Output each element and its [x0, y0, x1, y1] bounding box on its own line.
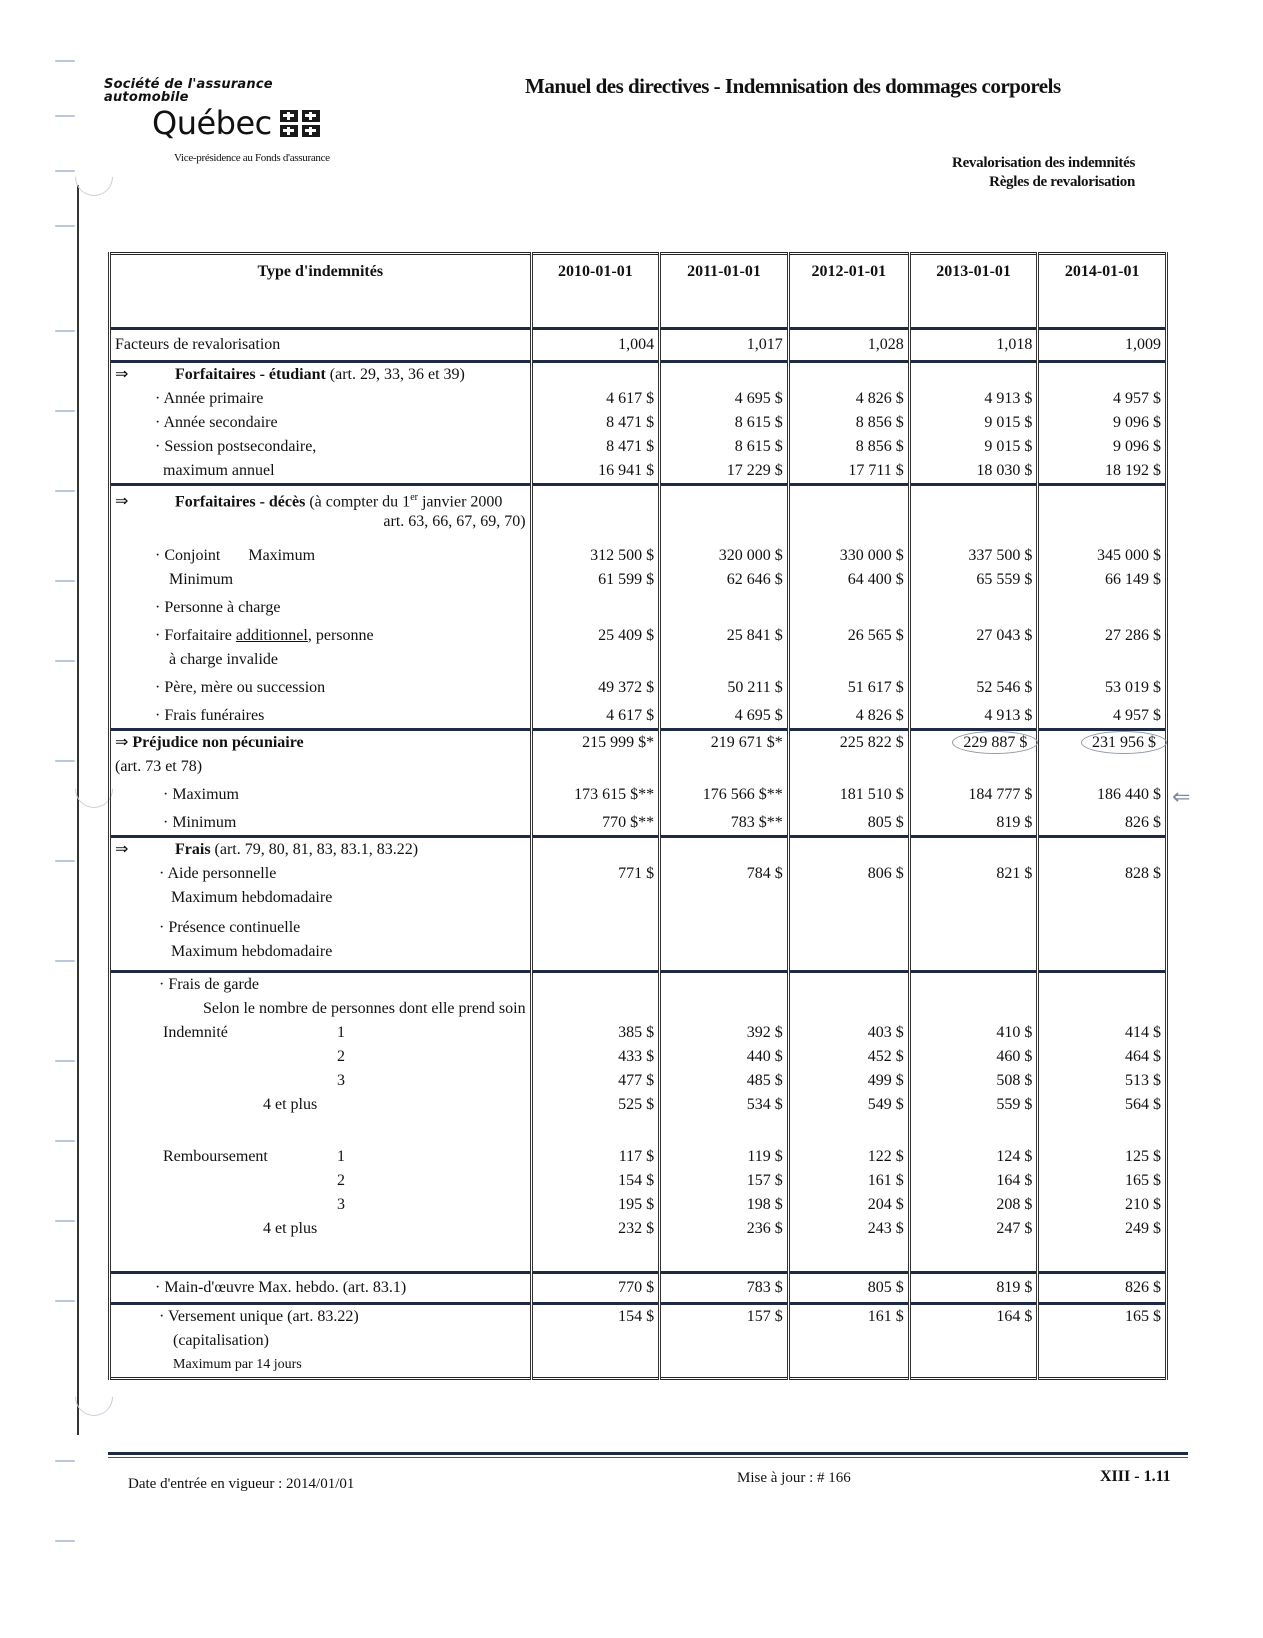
- count-label: 4 et plus: [263, 1220, 318, 1237]
- value: 8 615 $: [734, 438, 783, 455]
- value: 181 510 $: [839, 786, 904, 803]
- section-title: Préjudice non pécuniaire: [132, 734, 304, 751]
- value: 215 999 $*: [582, 734, 655, 751]
- binder-mark: [55, 225, 75, 227]
- binder-mark: [55, 410, 75, 412]
- document-title: Manuel des directives - Indemnisation des dommages corporels: [525, 74, 1061, 98]
- vice-presidency: Vice-présidence au Fonds d'assurance: [174, 152, 330, 164]
- value: 66 149 $: [1105, 571, 1161, 588]
- value: 165 $: [1125, 1172, 1161, 1189]
- row-labour: [110, 1273, 1167, 1304]
- value: 4 617 $: [606, 707, 655, 724]
- value: 414 $: [1125, 1024, 1161, 1041]
- childcare-values-2010: [531, 972, 660, 1273]
- value: 225 822 $: [839, 734, 904, 751]
- value: 53 019 $: [1105, 679, 1161, 696]
- label-underlined: additionnel: [235, 627, 308, 644]
- section-articles: (art. 79, 80, 81, 83, 83.1, 83.22): [214, 841, 419, 858]
- value: 320 000 $: [718, 547, 783, 564]
- value: 8 471 $: [606, 414, 655, 431]
- factor-value: 1,009: [1038, 329, 1167, 362]
- row-label: · Aide personnelle: [159, 865, 277, 882]
- fees-values-2013: [909, 837, 1038, 972]
- value: 826 $: [1038, 1273, 1167, 1304]
- binder-mark: [55, 60, 75, 62]
- count-label: 3: [337, 1196, 345, 1213]
- value: 534 $: [746, 1096, 783, 1113]
- value: 392 $: [746, 1024, 783, 1041]
- value: 61 599 $: [598, 571, 655, 588]
- death-values-2012: [788, 485, 909, 730]
- label-minimum: Minimum: [169, 571, 234, 588]
- value: 49 372 $: [598, 679, 655, 696]
- row-label: Maximum hebdomadaire: [171, 889, 333, 906]
- value: 8 615 $: [734, 414, 783, 431]
- student-values-2012: [788, 362, 909, 485]
- value: 195 $: [618, 1196, 655, 1213]
- value: 164 $: [996, 1172, 1033, 1189]
- value: 4 695 $: [734, 390, 783, 407]
- section-articles: (à compter du 1: [309, 493, 411, 511]
- row-label-conjoint: [115, 544, 526, 568]
- value: 154 $: [618, 1172, 655, 1189]
- row-label: à charge invalide: [169, 651, 278, 668]
- childcare-values-2014: [1038, 972, 1167, 1273]
- value: 208 $: [996, 1196, 1033, 1213]
- lump-labels: [110, 1304, 532, 1379]
- value: 345 000 $: [1097, 547, 1161, 564]
- value: 440 $: [746, 1048, 783, 1065]
- org-name-line1: Société de l'assurance: [104, 77, 273, 92]
- value: 161 $: [867, 1172, 904, 1189]
- value: 806 $: [867, 865, 904, 882]
- value: 243 $: [867, 1220, 904, 1237]
- indemnite-row: [115, 1021, 526, 1045]
- factors-row: [110, 329, 1167, 362]
- lump-value: [909, 1304, 1038, 1379]
- value: 164 $: [996, 1308, 1033, 1325]
- section-heading: [115, 363, 526, 387]
- student-values-2014: [1038, 362, 1167, 485]
- value: 26 565 $: [847, 627, 904, 644]
- value: 828 $: [1125, 865, 1161, 882]
- section-articles: (art. 29, 33, 36 et 39): [329, 366, 465, 383]
- label-part: · Forfaitaire: [155, 627, 236, 644]
- value: 62 646 $: [726, 571, 783, 588]
- value: 4 826 $: [855, 390, 904, 407]
- value: 4 695 $: [734, 707, 783, 724]
- binder-mark: [55, 1540, 75, 1542]
- circled-value: 229 887 $: [952, 731, 1038, 754]
- section-death: [110, 485, 1167, 730]
- value: 770 $**: [602, 814, 655, 831]
- page-number: XIII - 1.11: [1100, 1468, 1171, 1485]
- binder-mark: [55, 580, 75, 582]
- nonpecuniary-values-2010: [531, 730, 660, 837]
- row-label: · Frais funéraires: [155, 707, 265, 724]
- value: 460 $: [996, 1048, 1033, 1065]
- nonpecuniary-values-2013: [909, 730, 1038, 837]
- section-title: Forfaitaires - décès: [175, 493, 306, 511]
- value: 513 $: [1125, 1072, 1161, 1089]
- binder-mark: [55, 960, 75, 962]
- row-label: · Frais de garde: [159, 976, 259, 993]
- value: 4 826 $: [855, 707, 904, 724]
- arrow-icon: ⇒: [115, 841, 129, 858]
- section-childcare: [110, 972, 1167, 1273]
- death-values-2014: [1038, 485, 1167, 730]
- column-header-type: Type d'indemnités: [110, 254, 532, 329]
- column-header-date: 2010-01-01: [531, 254, 660, 329]
- remboursement-row: [115, 1145, 526, 1169]
- student-values-2010: [531, 362, 660, 485]
- value: 783 $: [660, 1273, 789, 1304]
- value: 312 500 $: [590, 547, 655, 564]
- value: 403 $: [867, 1024, 904, 1041]
- value: 819 $: [996, 814, 1033, 831]
- subtitle-line1: Revalorisation des indemnités: [952, 155, 1135, 171]
- value: 249 $: [1125, 1220, 1161, 1237]
- nonpecuniary-labels: [110, 730, 532, 837]
- value: 330 000 $: [839, 547, 904, 564]
- section-title: Frais: [175, 841, 211, 858]
- value: 4 957 $: [1113, 707, 1161, 724]
- row-label: (capitalisation): [173, 1332, 269, 1349]
- label-part: , personne: [307, 627, 374, 644]
- binder-mark: [55, 660, 75, 662]
- value: 154 $: [618, 1308, 655, 1325]
- arrow-icon: ⇒: [115, 734, 129, 751]
- footer-divider: [108, 1452, 1188, 1455]
- section-heading: [115, 486, 526, 510]
- value: 433 $: [618, 1048, 655, 1065]
- fees-values-2012: [788, 837, 909, 972]
- value: 9 015 $: [984, 438, 1033, 455]
- margin-rule: [77, 185, 79, 1435]
- column-header-date: 2012-01-01: [788, 254, 909, 329]
- lump-value: [660, 1304, 789, 1379]
- value: 452 $: [867, 1048, 904, 1065]
- value: 51 617 $: [847, 679, 904, 696]
- value: 52 546 $: [976, 679, 1033, 696]
- factor-value: 1,017: [660, 329, 789, 362]
- value: 549 $: [867, 1096, 904, 1113]
- label-maximum: Maximum: [248, 547, 316, 564]
- section-heading: [115, 731, 526, 755]
- effective-date: Date d'entrée en vigueur : 2014/01/01: [128, 1476, 355, 1492]
- fees-values-2011: [660, 837, 789, 972]
- row-label: Maximum par 14 jours: [173, 1357, 302, 1372]
- value: 17 229 $: [726, 462, 783, 479]
- value: 198 $: [746, 1196, 783, 1213]
- arrow-icon: ⇒: [115, 366, 129, 383]
- row-label: maximum annuel: [163, 462, 275, 479]
- value: 9 096 $: [1113, 438, 1161, 455]
- value: 9 096 $: [1113, 414, 1161, 431]
- binder-mark: [55, 170, 75, 172]
- value: 8 856 $: [855, 438, 904, 455]
- value: 50 211 $: [727, 679, 783, 696]
- value: 247 $: [996, 1220, 1033, 1237]
- value: 165 $: [1125, 1308, 1161, 1325]
- value: 525 $: [618, 1096, 655, 1113]
- superscript: er: [410, 492, 418, 503]
- value: 173 615 $**: [574, 786, 655, 803]
- quebec-wordmark: Québec: [152, 104, 272, 142]
- lump-value: [788, 1304, 909, 1379]
- value: 410 $: [996, 1024, 1033, 1041]
- value: 25 409 $: [598, 627, 655, 644]
- value: 4 913 $: [984, 390, 1033, 407]
- indemnity-table: [108, 252, 1168, 1380]
- value: 508 $: [996, 1072, 1033, 1089]
- value: 826 $: [1125, 814, 1161, 831]
- value: 770 $: [531, 1273, 660, 1304]
- death-values-2013: [909, 485, 1038, 730]
- lump-value: [531, 1304, 660, 1379]
- value: 124 $: [996, 1148, 1033, 1165]
- header-row: [110, 254, 1167, 329]
- value: 17 711 $: [848, 462, 904, 479]
- quebec-flag-icon: [280, 110, 320, 137]
- value: 819 $: [909, 1273, 1038, 1304]
- value: 784 $: [746, 865, 783, 882]
- student-values-2011: [660, 362, 789, 485]
- row-label: · Maximum: [163, 786, 239, 803]
- handwritten-arrow-icon: ⇐: [1172, 784, 1191, 809]
- value: 805 $: [867, 814, 904, 831]
- value: 805 $: [788, 1273, 909, 1304]
- count-label: 1: [337, 1024, 345, 1041]
- section-fees: [110, 837, 1167, 972]
- org-name-line2: automobile: [104, 90, 189, 105]
- value: 821 $: [996, 865, 1033, 882]
- value: 16 941 $: [598, 462, 655, 479]
- factor-value: 1,018: [909, 329, 1038, 362]
- value: 4 617 $: [606, 390, 655, 407]
- death-values-2011: [660, 485, 789, 730]
- binder-mark: [55, 1460, 75, 1462]
- row-label: · Année primaire: [155, 390, 264, 407]
- value: 232 $: [618, 1220, 655, 1237]
- nonpecuniary-values-2011: [660, 730, 789, 837]
- row-label: · Père, mère ou succession: [155, 679, 326, 696]
- nonpecuniary-values-2014: [1038, 730, 1167, 837]
- binder-mark: [55, 1300, 75, 1302]
- row-label-additional: [115, 624, 526, 648]
- value: 564 $: [1125, 1096, 1161, 1113]
- row-label: · Minimum: [163, 814, 237, 831]
- value: 9 015 $: [984, 414, 1033, 431]
- count-label: 2: [337, 1172, 345, 1189]
- binder-mark: [55, 330, 75, 332]
- nonpecuniary-values-2012: [788, 730, 909, 837]
- value: 65 559 $: [976, 571, 1033, 588]
- fees-labels: [110, 837, 532, 972]
- value: 64 400 $: [847, 571, 904, 588]
- label-conjoint: · Conjoint: [155, 547, 221, 564]
- value: 385 $: [618, 1024, 655, 1041]
- binder-mark: [55, 1220, 75, 1222]
- column-header-date: 2013-01-01: [909, 254, 1038, 329]
- value: 337 500 $: [968, 547, 1033, 564]
- row-label: · Session postsecondaire,: [155, 438, 317, 455]
- value: 236 $: [746, 1220, 783, 1237]
- section-articles: art. 63, 66, 67, 69, 70): [383, 513, 526, 530]
- childcare-labels: [110, 972, 532, 1273]
- value: 157 $: [746, 1172, 783, 1189]
- section-subtitle: [952, 154, 1135, 192]
- section-heading: [115, 838, 526, 862]
- value: 27 286 $: [1105, 627, 1161, 644]
- row-label: · Main-d'œuvre Max. hebdo. (art. 83.1): [110, 1273, 532, 1304]
- row-label: · Personne à charge: [155, 599, 281, 616]
- childcare-values-2011: [660, 972, 789, 1273]
- value: 161 $: [867, 1308, 904, 1325]
- value: 219 671 $*: [710, 734, 783, 751]
- binder-mark: [55, 1140, 75, 1142]
- count-label: 2: [337, 1048, 345, 1065]
- circled-value: 231 956 $: [1081, 731, 1167, 754]
- value: 204 $: [867, 1196, 904, 1213]
- fees-values-2010: [531, 837, 660, 972]
- death-values-2010: [531, 485, 660, 730]
- row-label: · Versement unique (art. 83.22): [159, 1308, 359, 1325]
- value: 176 566 $**: [702, 786, 783, 803]
- binder-mark: [55, 860, 75, 862]
- count-label: 3: [337, 1072, 345, 1089]
- section-articles: (art. 73 et 78): [115, 758, 203, 775]
- value: 117 $: [618, 1148, 655, 1165]
- value: 18 030 $: [976, 462, 1033, 479]
- value: 119 $: [747, 1148, 783, 1165]
- value: 186 440 $: [1097, 786, 1161, 803]
- value: 125 $: [1125, 1148, 1161, 1165]
- binder-mark: [55, 1060, 75, 1062]
- row-label: · Année secondaire: [155, 414, 278, 431]
- count-label: 1: [337, 1148, 345, 1165]
- value: 27 043 $: [976, 627, 1033, 644]
- subtitle-line2: Règles de revalorisation: [989, 174, 1135, 190]
- value: 8 856 $: [855, 414, 904, 431]
- student-values-2013: [909, 362, 1038, 485]
- label-indemnite: Indemnité: [163, 1024, 228, 1041]
- row-label: Maximum hebdomadaire: [171, 943, 333, 960]
- value: 18 192 $: [1105, 462, 1161, 479]
- fees-values-2014: [1038, 837, 1167, 972]
- value: 184 777 $: [968, 786, 1033, 803]
- section-title: Forfaitaires - étudiant: [175, 366, 326, 383]
- section-nonpecuniary: [110, 730, 1167, 837]
- value: 4 957 $: [1113, 390, 1161, 407]
- column-header-date: 2014-01-01: [1038, 254, 1167, 329]
- value: 210 $: [1125, 1196, 1161, 1213]
- row-label: Selon le nombre de personnes dont elle prend soin: [203, 1000, 526, 1017]
- value: 464 $: [1125, 1048, 1161, 1065]
- row-lump-sum: [110, 1304, 1167, 1379]
- column-header-date: 2011-01-01: [660, 254, 789, 329]
- value: 477 $: [618, 1072, 655, 1089]
- row-label: · Présence continuelle: [159, 919, 301, 936]
- saaq-logo: [104, 78, 330, 164]
- update-number: Mise à jour : # 166: [737, 1470, 851, 1486]
- footer-divider: [108, 1457, 1188, 1458]
- value: 559 $: [996, 1096, 1033, 1113]
- section-student: [110, 362, 1167, 485]
- value: 122 $: [867, 1148, 904, 1165]
- childcare-values-2012: [788, 972, 909, 1273]
- value: 157 $: [746, 1308, 783, 1325]
- binder-mark: [55, 115, 75, 117]
- value: 25 841 $: [726, 627, 783, 644]
- section-articles: janvier 2000: [417, 493, 503, 511]
- arrow-icon: ⇒: [115, 493, 129, 511]
- childcare-values-2013: [909, 972, 1038, 1273]
- factor-value: 1,028: [788, 329, 909, 362]
- label-remboursement: Remboursement: [163, 1148, 268, 1165]
- value: 4 913 $: [984, 707, 1033, 724]
- value: 485 $: [746, 1072, 783, 1089]
- value: 8 471 $: [606, 438, 655, 455]
- value: 499 $: [867, 1072, 904, 1089]
- lump-value: [1038, 1304, 1167, 1379]
- value: 783 $**: [730, 814, 783, 831]
- value: 771 $: [618, 865, 655, 882]
- death-labels: [110, 485, 532, 730]
- factor-value: 1,004: [531, 329, 660, 362]
- binder-mark: [55, 490, 75, 492]
- count-label: 4 et plus: [263, 1096, 318, 1113]
- binder-mark: [55, 760, 75, 762]
- student-labels: [110, 362, 532, 485]
- factors-label: Facteurs de revalorisation: [110, 329, 532, 362]
